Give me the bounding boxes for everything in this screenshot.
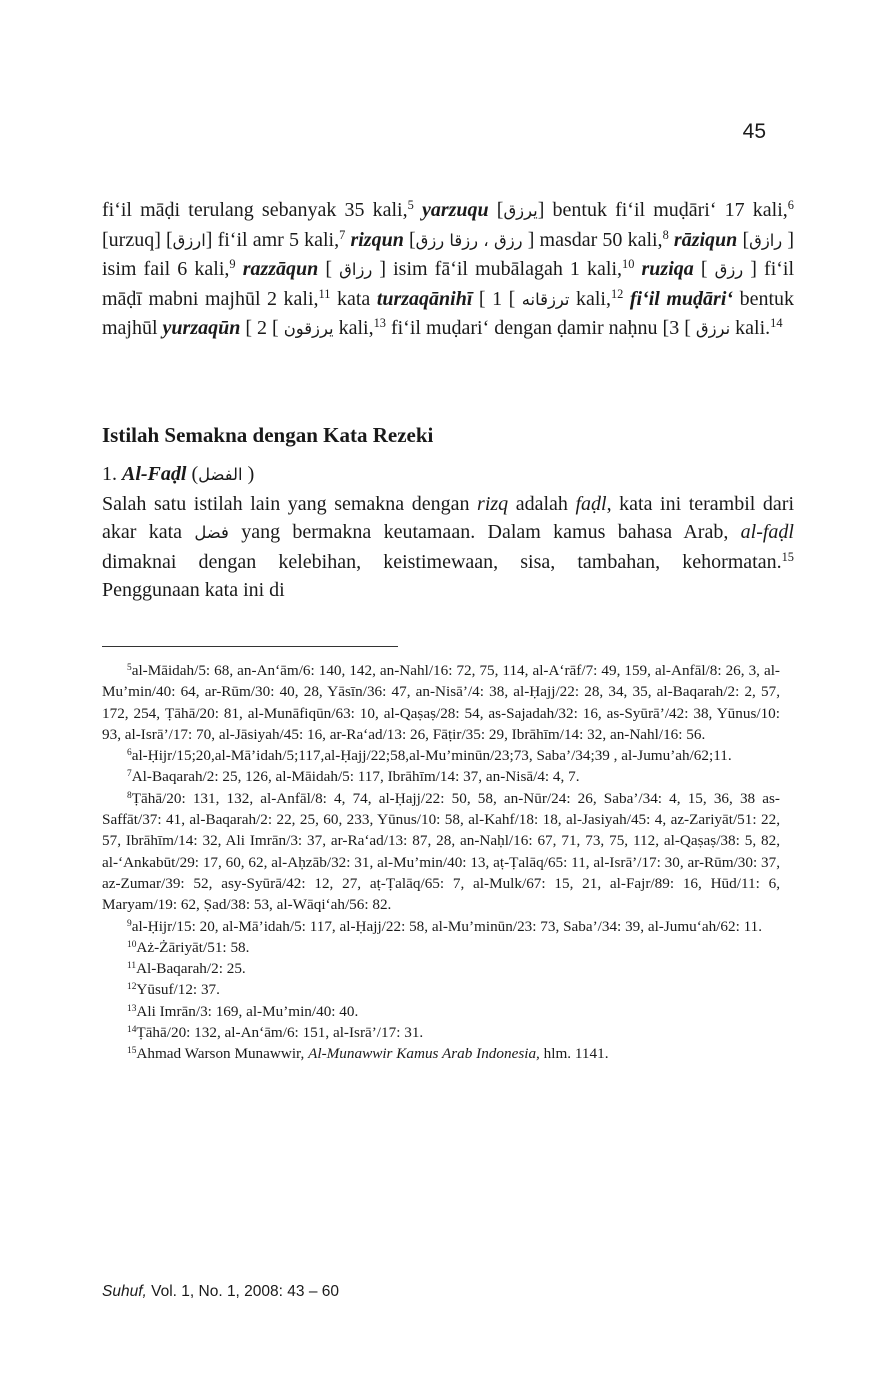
body-paragraph-text: fi‘il māḍi terulang sebanyak 35 kali,$^5$ yarzuqu [يرزق] bentuk fi‘il muḍāri‘ 17 kali,$^6$ [urzuq] [ارزق] fi‘il amr 5 kali,$^7$ rizqun [ رزق ، رزقا رزق ] masdar 50 kali,$^8$ rāziqun [رازق ] isim fail 6 kali,$^9$ razzāqun [ رزاق ] isim fā‘il mubālagah 1 kali,$^{10}$ ruziqa [ رزق ] fi‘il māḍī mabni majhūl 2 kali,$^{11}$ kata turzaqānihī [ ترزقانه ] 1 kali,$^{12}$ fi‘il muḍāri‘ bentuk majhūl yurzaqūn [ يرزقون ] 2 kali,$^{13}$ fi‘il muḍari‘ dengan ḍamir naḥnu [ نرزق ] 3 kali.$^{14}$	[102, 198, 795, 340]
subsection-paragraph: Salah satu istilah lain yang semakna dengan rizq adalah faḍl, kata ini terambil dari akar kata فضل yang bermakna keutamaan. Dalam kamus bahasa Arab, al-faḍl dimaknai dengan kelebihan, keistimewaan, sisa, tambahan, kehormatan.$^{15}$ Penggunaan kata ini di	[102, 492, 794, 602]
section-heading: Istilah Semakna dengan Kata Rezeki	[102, 423, 434, 447]
footnote: $^{10}$Aż-Żāriyāt/51: 58.	[127, 938, 250, 956]
subsection-title: 1. Al-Faḍl (الفضل )	[102, 463, 255, 485]
body-paragraph	[102, 196, 794, 344]
footnote: $^8$Ṭāhā/20: 131, 132, al-Anfāl/8: 4, 74, al-Ḥajj/22: 50, 58, an-Nūr/24: 26, Saba’/34: 4, 15, 36, 38 as-Saffāt/37: 41, al-Baqarah/2: 22, 25, 60, 233, Yūnus/10: 58, al-Kahf/18: 18, al-Jasiyah/45: 4, az-Zariyāt/51: 22, 57, Ibrāhīm/14: 32, Ali Imrān/3: 37, ar-Ra‘ad/13: 87, 28, an-Naḥl/16: 67, 71, 73, 75, 112, al-Qaṣaṣ/38: 5, 82, al-‘Ankabūt/29: 17, 60, 62, al-Aḥzāb/32: 31, al-Mu’min/40: 13, aṭ-Ṭalāq/65: 11, al-Isrā’/17: 30, ar-Rūm/30: 37, az-Zumar/39: 52, asy-Syūrā/42: 12, 27, aṭ-Ṭalāq/65: 7, al-Mulk/67: 15, 21, al-Fajr/89: 16, Hūd/11: 6, Maryam/19: 62, Ṣad/38: 53, al-Wāqi‘ah/56: 82.	[102, 789, 780, 914]
footnote-divider	[102, 646, 398, 647]
footnote: $^6$al-Ḥijr/15;20,al-Mā’idah/5;117,al-Ḥajj/22;58,al-Mu’minūn/23;73, Saba’/34;39 , al-Jumu’ah/62;11.	[127, 747, 732, 765]
footnote: $^5$al-Māidah/5: 68, an-An‘ām/6: 140, 142, an-Nahl/16: 72, 75, 114, al-A‘rāf/7: 49, 159, al-Anfāl/8: 26, 3, al-Mu’min/40: 64, ar-Rūm/30: 40, 28, Yāsīn/36: 47, an-Nisā’/4: 38, al-Ḥajj/22: 28, 34, 35, al-Baqarah/2: 2, 57, 172, 254, Ṭāhā/20: 81, al-Munāfiqūn/63: 10, al-Qaṣaṣ/28: 54, as-Sajadah/32: 16, as-Syūrā’/42: 38, Yūnus/10: 93, al-Isrā’/17: 70, al-Jāsiyah/45: 16, ar-Ra‘ad/13: 26, Fāṭir/35: 29, Ibrāhīm/14: 32, an-Nahl/16: 56.	[102, 662, 780, 743]
footnote: $^{11}$Al-Baqarah/2: 25.	[127, 960, 246, 978]
footnote: $^{14}$Ṭāhā/20: 132, al-An‘ām/6: 151, al-Isrā’/17: 31.	[127, 1024, 424, 1042]
page-footer	[102, 1283, 339, 1301]
footnotes	[102, 660, 780, 1065]
footnote: $^{13}$Ali Imrān/3: 169, al-Mu’min/40: 40.	[127, 1002, 359, 1020]
footnote: $^7$Al-Baqarah/2: 25, 126, al-Māidah/5: 117, Ibrāhīm/14: 37, an-Nisā/4: 4, 7.	[127, 768, 580, 786]
footnote: $^{12}$Yūsuf/12: 37.	[127, 981, 220, 999]
page-number: 45	[742, 120, 766, 143]
footnote: $^{15}$Ahmad Warson Munawwir, Al-Munawwir Kamus Arab Indonesia, hlm. 1141.	[127, 1045, 609, 1063]
footer-citation: Vol. 1, No. 1, 2008: 43 – 60	[146, 1283, 339, 1300]
footnote: $^9$al-Ḥijr/15: 20, al-Mā’idah/5: 117, al-Ḥajj/22: 58, al-Mu’minūn/23: 73, Saba’/34: 39, al-Jumu‘ah/62: 11.	[127, 917, 763, 935]
footer-journal: Suhuf,	[102, 1283, 147, 1300]
subsection-al-fadl	[102, 460, 794, 605]
